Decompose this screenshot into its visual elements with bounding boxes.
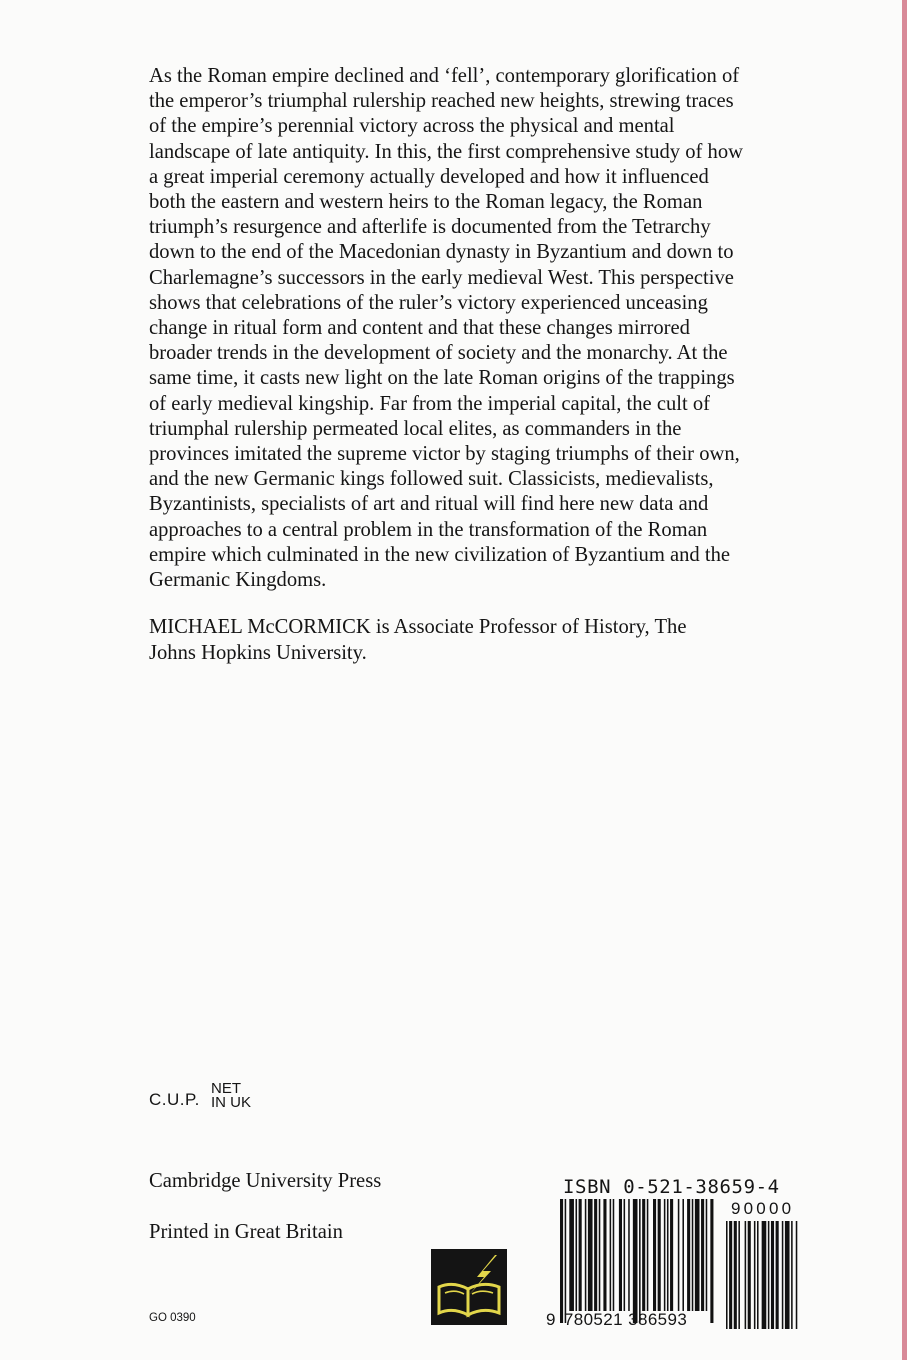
barcode-bar: [594, 1199, 597, 1311]
barcode-bar: [667, 1199, 669, 1311]
barcode-addon-bar: [757, 1221, 759, 1329]
blurb-line: provinces imitated the supreme victor by staging triumphs of their own,: [149, 443, 740, 466]
blurb-line: a great imperial ceremony actually developed and how it influenced: [149, 165, 709, 188]
blurb-line: triumphal rulership permeated local elites, as commanders in the: [149, 417, 682, 440]
net-label: NET: [211, 1080, 241, 1097]
barcode-bar: [701, 1199, 704, 1311]
publisher-name: Cambridge University Press: [149, 1170, 382, 1192]
barcode-bar: [682, 1199, 684, 1311]
blurb-line: As the Roman empire declined and ‘fell’, contemporary glorification of: [149, 65, 740, 87]
blurb-line: Germanic Kingdoms.: [149, 569, 327, 592]
barcode-bar: [647, 1199, 649, 1311]
in-uk-label: IN UK: [211, 1094, 252, 1111]
barcode-bar: [569, 1199, 574, 1311]
barcode-bar: [687, 1199, 690, 1311]
barcode-bar: [585, 1199, 587, 1311]
author-bio: [149, 615, 809, 666]
blurb-line: of the empire’s perennial victory across the physical and mental: [149, 115, 675, 138]
barcode-bar: [599, 1199, 601, 1311]
barcode-bar: [670, 1199, 673, 1311]
addon-digits: 90000: [731, 1199, 795, 1218]
isbn-label: ISBN 0-521-38659-4: [563, 1176, 780, 1198]
barcode-bar: [588, 1199, 593, 1311]
blurb-line: the emperor’s triumphal rulership reached new heights, strewing traces: [149, 90, 734, 113]
barcode-addon-bar: [762, 1221, 767, 1329]
barcode-bar: [642, 1199, 645, 1311]
barcode-addon-bar: [796, 1221, 798, 1329]
barcode-addon-bar: [754, 1221, 756, 1329]
barcode-bar: [624, 1199, 626, 1311]
spine-edge: [902, 0, 907, 1360]
blurb-line: same time, it casts new light on the late Roman origins of the trappings: [149, 367, 735, 390]
blurb-line: change in ritual form and content and that these changes mirrored: [149, 317, 690, 340]
cup-label: C.U.P.: [149, 1090, 200, 1109]
barcode-addon-bar: [745, 1221, 747, 1329]
blurb-line: and the new Germanic kings followed suit. Classicists, medievalists,: [149, 468, 714, 491]
ean-first-digit: 9: [546, 1310, 556, 1329]
barcode-bar: [639, 1199, 641, 1323]
blurb-line: Charlemagne’s successors in the early medieval West. This perspective: [149, 266, 734, 289]
barcode-bar: [658, 1199, 661, 1311]
barcode-bar: [619, 1199, 622, 1311]
barcode-bar: [576, 1199, 578, 1311]
barcode-bar: [678, 1199, 680, 1311]
barcode-bar: [633, 1199, 638, 1323]
barcode-bar: [706, 1199, 708, 1311]
blurb-line: shows that celebrations of the ruler’s victory experienced unceasing: [149, 291, 708, 314]
net-in-uk-label: [211, 1082, 251, 1110]
blurb-line: approaches to a central problem in the transformation of the Roman: [149, 518, 708, 541]
blurb-line: of early medieval kingship. Far from the imperial capital, the cult of: [149, 392, 710, 415]
blurb-line: empire which culminated in the new civilization of Byzantium and the: [149, 543, 731, 566]
blurb-line: both the eastern and western heirs to the Roman legacy, the Roman: [149, 191, 703, 214]
barcode-addon-bar: [726, 1221, 728, 1329]
barcode-bar: [710, 1199, 713, 1323]
blurb-line: broader trends in the development of society and the monarchy. At the: [149, 342, 728, 365]
blurb-line: Byzantinists, specialists of art and ritual will find here new data and: [149, 493, 709, 516]
ean-rest-digits: 780521 386593: [563, 1310, 688, 1329]
barcode-addon-bar: [776, 1221, 779, 1329]
barcode-addon-bar: [782, 1221, 784, 1329]
barcode-addon-bar: [771, 1221, 774, 1329]
barcode-addon-bar: [729, 1221, 732, 1329]
barcode-bar: [653, 1199, 656, 1311]
barcode-bar: [613, 1199, 615, 1311]
bio-line: MICHAEL McCORMICK is Associate Professor of History, The: [149, 616, 687, 638]
barcode-bar: [695, 1199, 700, 1311]
ean-digits: [546, 1310, 687, 1330]
printed-in-label: Printed in Great Britain: [149, 1221, 343, 1243]
bio-line: Johns Hopkins University.: [149, 641, 367, 664]
barcode-addon-bar: [734, 1221, 737, 1329]
barcode-bar: [603, 1199, 606, 1311]
catalog-code: GO 0390: [149, 1312, 196, 1324]
barcode-addon-bar: [785, 1221, 790, 1329]
barcode-bar: [579, 1199, 582, 1311]
blurb-line: down to the end of the Macedonian dynasty in Byzantium and down to: [149, 241, 734, 264]
blurb-line: landscape of late antiquity. In this, the first comprehensive study of how: [149, 140, 744, 163]
barcode-bar: [565, 1199, 567, 1323]
barcode-addon-bar: [791, 1221, 793, 1329]
barcode-bar: [692, 1199, 694, 1311]
blurb-paragraph: [149, 64, 809, 593]
barcode-addon-bar: [738, 1221, 740, 1329]
blurb-line: triumph’s resurgence and afterlife is documented from the Tetrarchy: [149, 216, 711, 239]
barcode-bar: [664, 1199, 666, 1311]
barcode-bar: [560, 1199, 563, 1323]
barcode-addon-bar: [768, 1221, 770, 1329]
barcode-bar: [628, 1199, 630, 1311]
open-book-lightning-icon: [431, 1249, 507, 1325]
barcode-addon-bar: [748, 1221, 751, 1329]
barcode-bar: [610, 1199, 612, 1311]
